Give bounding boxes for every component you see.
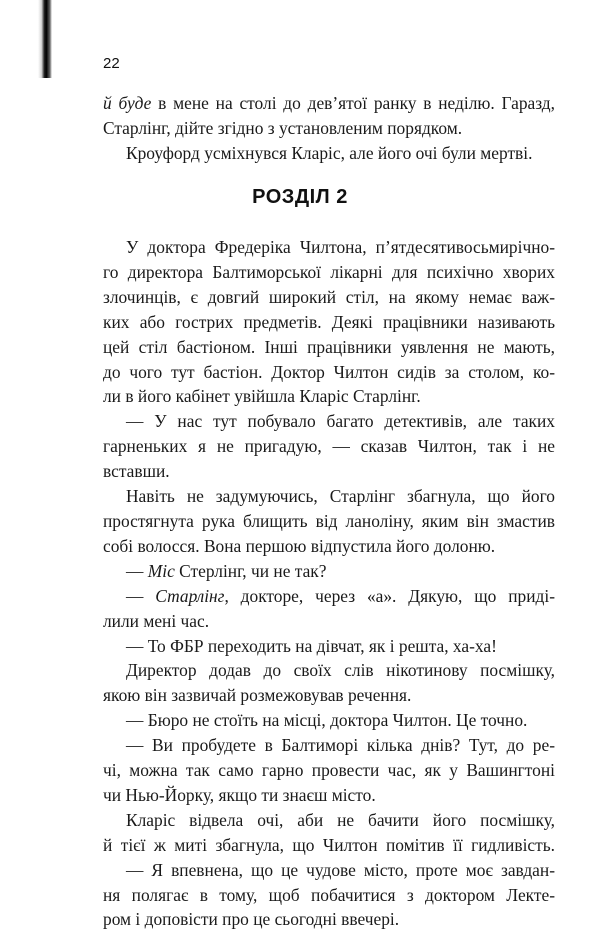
text-line: — Я впевнена, що це чудове місто, проте моє завдан- bbox=[126, 859, 555, 880]
text-line: лили мені час. bbox=[103, 610, 210, 631]
italic-emphasis: й буде bbox=[103, 93, 152, 113]
text-line: злочинців, є довгий широкий стіл, на якому немає важ- bbox=[103, 286, 555, 307]
text-line: ли в його кабінет увійшла Кларіс Старлінг. bbox=[103, 386, 421, 407]
text-line: — Ви пробудете в Балтиморі кілька днів? Тут, до ре- bbox=[126, 735, 555, 756]
chapter-heading: РОЗДІЛ 2 bbox=[252, 186, 348, 208]
text-line: Старлінг, дійте згідно з установленим порядком. bbox=[103, 117, 463, 138]
italic-emphasis: Старлінг bbox=[155, 585, 225, 606]
text-line: гарненьких я не пригадую, — сказав Чилтон, так і не bbox=[103, 436, 555, 457]
text-line: Навіть не задумуючись, Старлінг збагнула, що його bbox=[126, 486, 555, 507]
text-line: чи Нью-Йорку, якщо ти знаєш місто. bbox=[103, 784, 376, 805]
text-line: — То ФБР переходить на дівчат, як і решта, ха-ха! bbox=[126, 635, 497, 656]
text-line: вставши. bbox=[103, 461, 170, 482]
text-line: простягнута рука блищить від ланоліну, яким він змастив bbox=[103, 510, 555, 531]
text-line: ня полягає в тому, щоб побачитися з доктором Лекте- bbox=[103, 884, 555, 905]
text-line: й тієї ж миті збагнула, що Чилтон помітив її гидливість. bbox=[103, 834, 555, 855]
chapter-body bbox=[103, 235, 555, 932]
text-line: цей стіл бастіоном. Інші працівники уявлення не мають, bbox=[103, 336, 555, 357]
text-line: — Старлінг, докторе, через «а». Дякую, що приді- bbox=[126, 585, 555, 606]
text-line: Кроуфорд усміхнувся Кларіс, але його очі були мертві. bbox=[126, 142, 533, 163]
italic-emphasis: Міс bbox=[147, 560, 175, 581]
text-line: собі волосся. Вона першою відпустила його долоню. bbox=[103, 535, 496, 556]
text-line: ких або гострих предметів. Деякі працівники називають bbox=[103, 311, 555, 332]
book-spine-edge bbox=[38, 0, 52, 78]
text-line: го директора Балтиморської лікарні для психічно хворих bbox=[103, 261, 555, 282]
text-line: Директор додав до своїх слів нікотинову посмішку, bbox=[126, 660, 555, 681]
text-line: й буде в мене на столі до дев’ятої ранку в неділю. Гаразд, bbox=[103, 93, 555, 113]
text-line: — У нас тут побувало багато детективів, але таких bbox=[126, 411, 555, 432]
page-number: 22 bbox=[103, 55, 120, 72]
text-line: Кларіс відвела очі, аби не бачити його посмішку, bbox=[126, 809, 555, 830]
continuation-text bbox=[103, 91, 555, 166]
text-line: чі, можна так само гарно провести час, як у Вашингтоні bbox=[103, 760, 555, 781]
text-line: — Бюро не стоїть на місці, доктора Чилтон. Це точно. bbox=[126, 710, 528, 731]
text-line: якою він зазвичай розмежовував речення. bbox=[103, 685, 412, 706]
text-line: У доктора Фредеріка Чилтона, п’ятдесятивосьмирічно- bbox=[126, 237, 555, 257]
text-line: — Міс Стерлінг, чи не так? bbox=[126, 560, 327, 581]
text-line: до чого тут бастіон. Доктор Чилтон сидів за столом, ко- bbox=[103, 361, 555, 382]
text-line: ром і доповісти про це сьогодні ввечері. bbox=[103, 909, 400, 930]
